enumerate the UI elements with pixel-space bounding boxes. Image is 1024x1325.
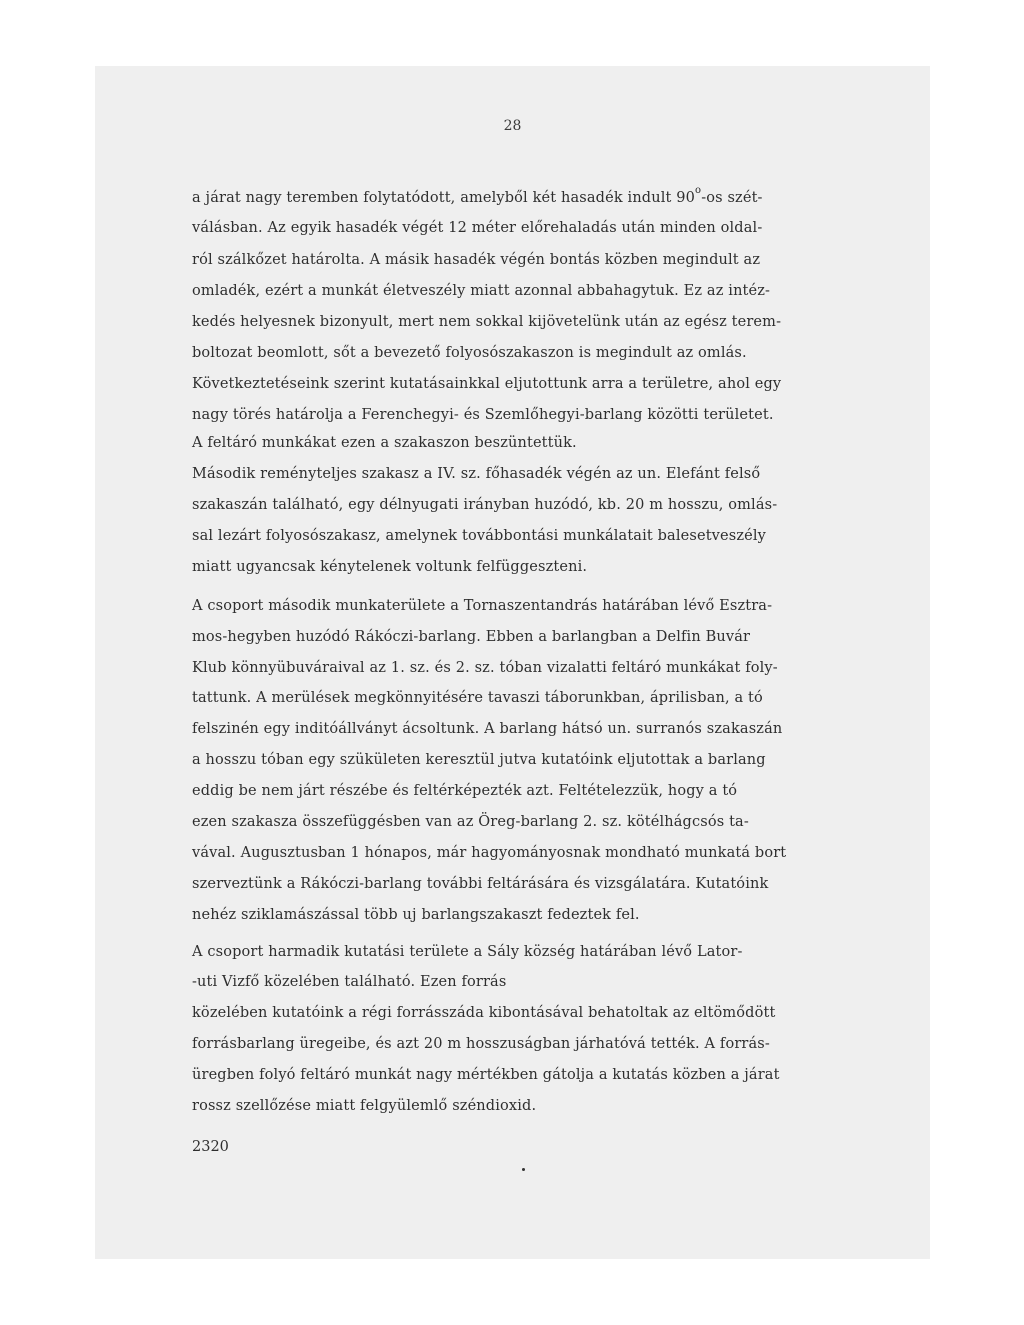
text-line: a hosszu tóban egy szükületen keresztül jutva kutatóink eljutottak a barlang	[192, 752, 766, 768]
text-line: A csoport harmadik kutatási területe a Sály község határában lévő Lator-	[192, 944, 743, 960]
text-line: forrásbarlang üregeibe, és azt 20 m hosszuságban járhatóvá tették. A forrás-	[192, 1036, 770, 1052]
text-line: Következtetéseink szerint kutatásainkkal eljutottunk arra a területre, ahol egy	[192, 376, 782, 392]
degree-superscript: o	[695, 185, 702, 196]
text-line: eddig be nem járt részébe és feltérképezték azt. Feltételezzük, hogy a tó	[192, 783, 738, 799]
text-line: szakaszán található, egy délnyugati irányban huzódó, kb. 20 m hosszu, omlás-	[192, 497, 778, 513]
scan-speck	[522, 1168, 525, 1171]
text-line: vával. Augusztusban 1 hónapos, már hagyományosnak mondható munkatá bort	[192, 845, 787, 861]
text-line: szerveztünk a Rákóczi-barlang további feltárására és vizsgálatára. Kutatóink	[192, 876, 769, 892]
text-line: nehéz sziklamászással több uj barlangszakaszt fedeztek fel.	[192, 907, 640, 923]
text-line: A csoport második munkaterülete a Tornaszentandrás határában lévő Esztra-	[192, 598, 773, 614]
text-line: ról szálkőzet határolta. A másik hasadék végén bontás közben megindult az	[192, 252, 761, 268]
text-line: A feltáró munkákat ezen a szakaszon beszüntettük.	[192, 435, 577, 451]
text-line: ezen szakasza összefüggésben van az Öreg-barlang 2. sz. kötélhágcsós ta-	[192, 814, 749, 830]
text-line: sal lezárt folyosószakasz, amelynek továbbontási munkálatait balesetveszély	[192, 528, 766, 544]
text-line: tattunk. A merülések megkönnyitésére tavaszi táborunkban, áprilisban, a tó	[192, 690, 763, 706]
text-line: válásban. Az egyik hasadék végét 12 méter előrehaladás után minden oldal-	[192, 220, 763, 236]
text-line-part: a járat nagy teremben folytatódott, amelyből két hasadék indult 90	[192, 190, 696, 206]
text-line: nagy törés határolja a Ferenchegyi- és Szemlőhegyi-barlang közötti területet.	[192, 407, 774, 423]
text-line	[192, 185, 763, 206]
text-line: kedés helyesnek bizonyult, mert nem sokkal kijövetelünk után az egész terem-	[192, 314, 782, 330]
text-line: omladék, ezért a munkát életveszély miatt azonnal abbahagytuk. Ez az intéz-	[192, 283, 771, 299]
page-number: 28	[503, 118, 522, 134]
text-line: mos-hegyben huzódó Rákóczi-barlang. Ebben a barlangban a Delfin Buvár	[192, 629, 751, 645]
text-line: közelében kutatóink a régi forrásszáda kibontásával behatoltak az eltömődött	[192, 1005, 776, 1021]
text-line: felszinén egy inditóállványt ácsoltunk. A barlang hátsó un. surranós szakaszán	[192, 721, 783, 737]
scanned-page	[95, 66, 930, 1259]
text-line: rossz szellőzése miatt felgyülemlő széndioxid.	[192, 1098, 537, 1114]
footer-code: 2320	[192, 1139, 229, 1155]
text-line: -uti Vizfő közelében található. Ezen forrás	[192, 974, 507, 990]
text-line: Második reményteljes szakasz a IV. sz. főhasadék végén az un. Elefánt felső	[192, 466, 761, 482]
text-line-part: -os szét-	[701, 190, 763, 206]
text-line: üregben folyó feltáró munkát nagy mértékben gátolja a kutatás közben a járat	[192, 1067, 780, 1083]
text-line: boltozat beomlott, sőt a bevezető folyosószakaszon is megindult az omlás.	[192, 345, 747, 361]
text-line: Klub könnyübuváraival az 1. sz. és 2. sz. tóban vizalatti feltáró munkákat foly-	[192, 660, 778, 676]
text-line: miatt ugyancsak kénytelenek voltunk felfüggeszteni.	[192, 559, 588, 575]
